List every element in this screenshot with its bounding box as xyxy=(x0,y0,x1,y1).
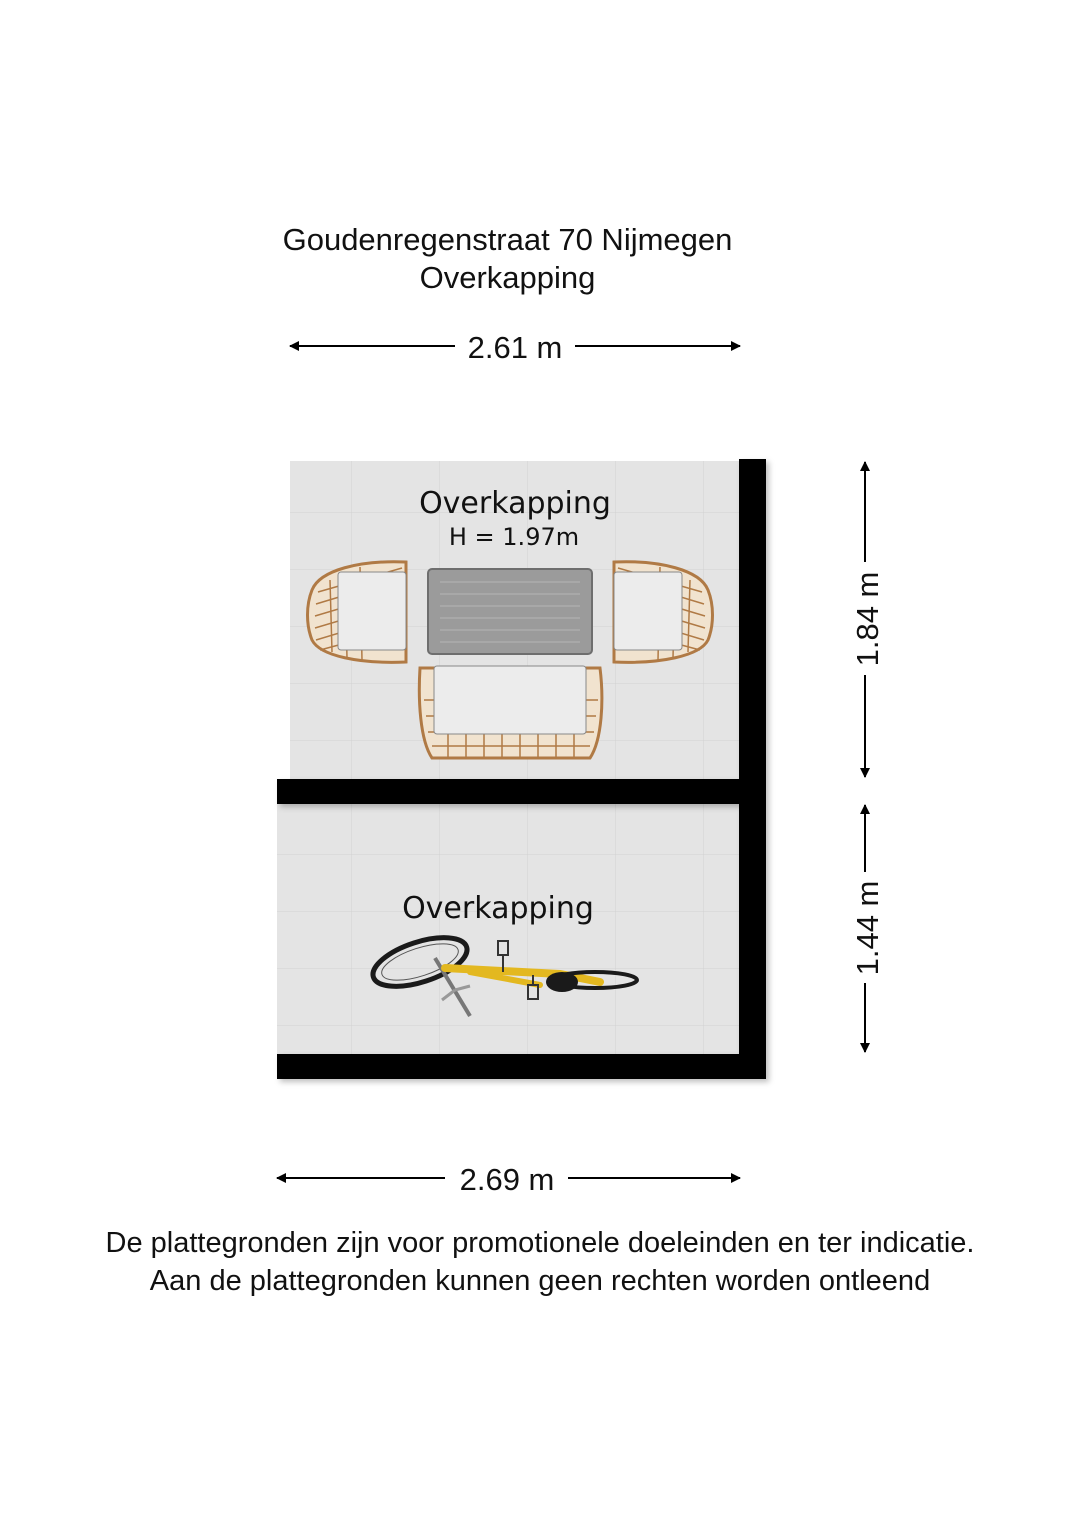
lower-room-name: Overkapping xyxy=(402,891,594,926)
dimension-top-width-label: 2.61 m xyxy=(467,330,563,365)
wicker-chair-right-icon xyxy=(614,562,713,663)
disclaimer-line-1: De plattegronden zijn voor promotionele doeleinden en ter indicatie. xyxy=(105,1227,975,1259)
disclaimer-line-2: Aan de plattegronden kunnen geen rechten worden ontleend xyxy=(149,1265,931,1297)
dimension-lower-height xyxy=(850,805,885,1052)
coffee-table-icon xyxy=(428,569,592,654)
upper-room-name: Overkapping xyxy=(419,486,611,521)
wicker-chair-left-icon xyxy=(308,562,407,663)
upper-room-height: H = 1.97m xyxy=(448,523,580,551)
dimension-bottom-width xyxy=(277,1162,740,1197)
lower-room-floor xyxy=(277,803,739,1054)
dimension-upper-height xyxy=(850,462,885,777)
dimension-bottom-width-label: 2.69 m xyxy=(459,1162,555,1197)
wicker-sofa-icon xyxy=(419,666,602,758)
dimension-upper-height-label: 1.84 m xyxy=(850,571,885,667)
plan-address-title: Goudenregenstraat 70 Nijmegen xyxy=(282,222,733,257)
dimension-lower-height-label: 1.44 m xyxy=(850,880,885,976)
dimension-top-width xyxy=(290,330,740,365)
plan-floor-title: Overkapping xyxy=(419,260,596,295)
